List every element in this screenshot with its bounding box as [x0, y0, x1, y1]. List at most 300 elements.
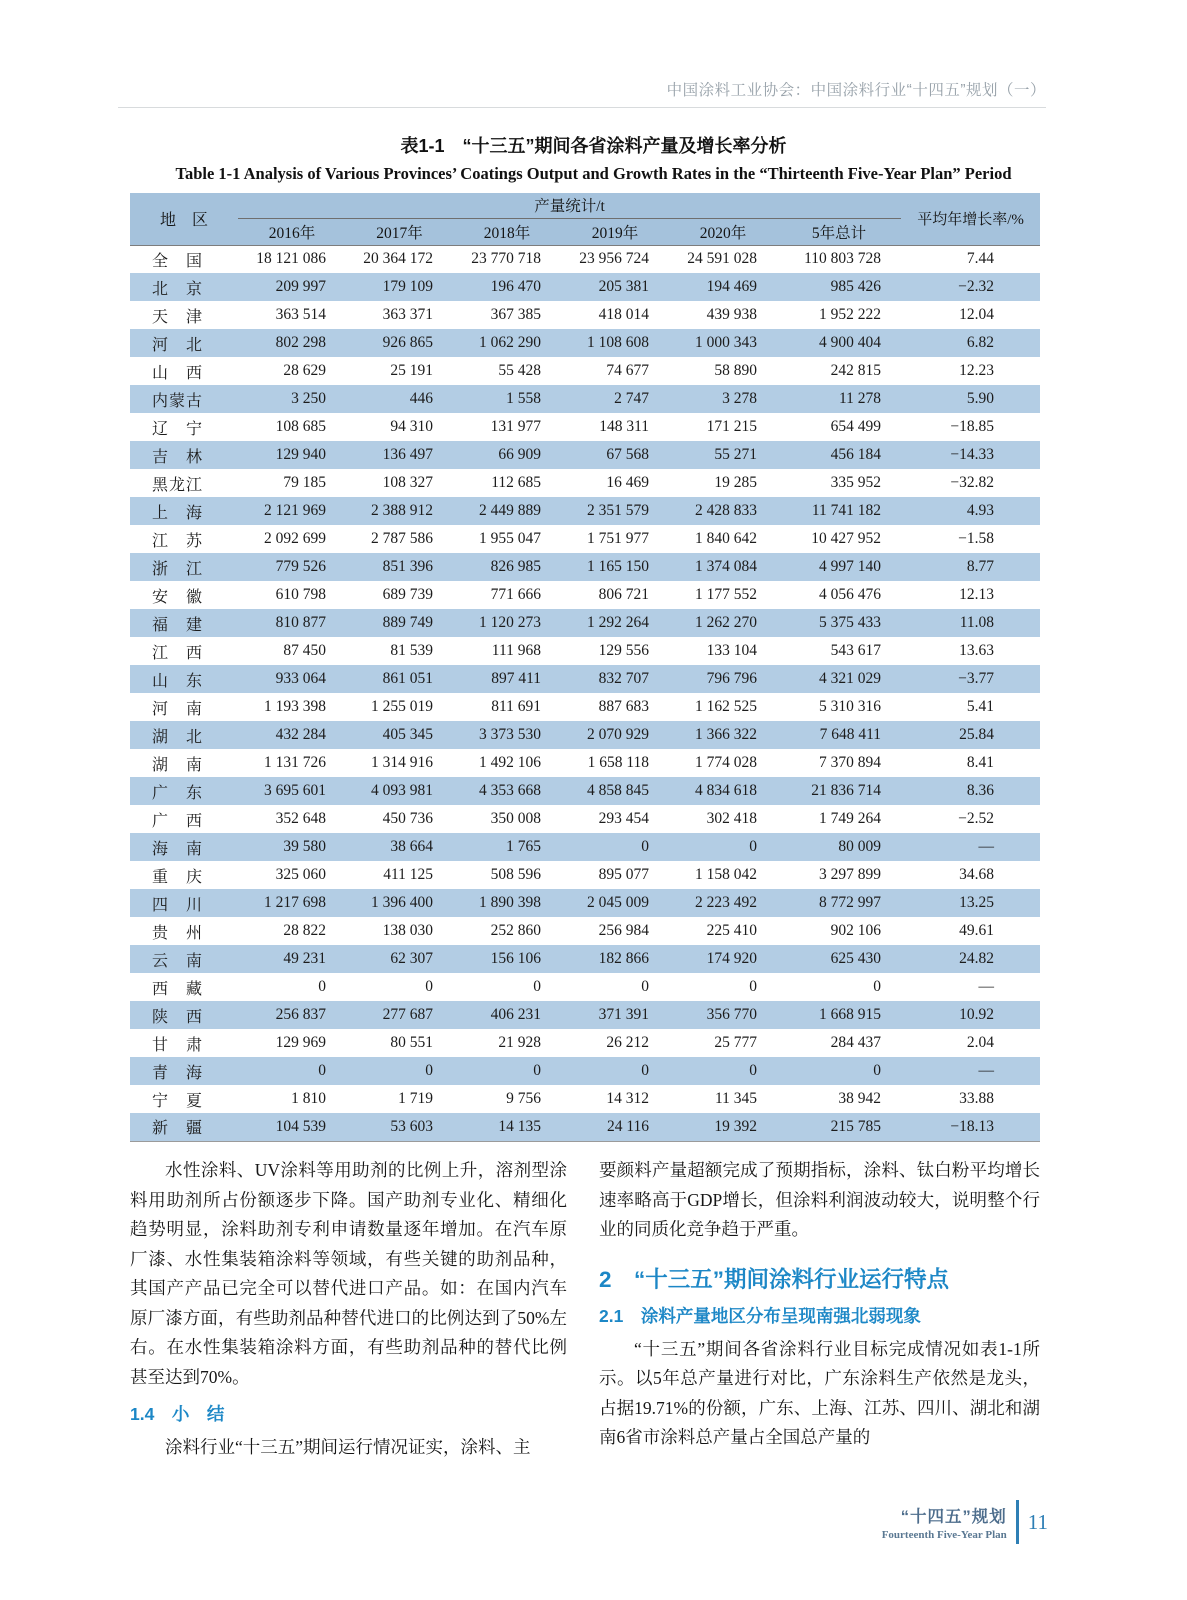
- region-cell: 广 东: [152, 784, 204, 802]
- region-cell: 上 海: [152, 504, 204, 522]
- growth-rate-cell: 12.23: [959, 362, 995, 379]
- page-footer: [882, 1500, 1048, 1544]
- region-cell: 浙 江: [152, 560, 204, 578]
- output-value-cell: 367 385: [490, 306, 541, 323]
- output-value-cell: 861 051: [382, 670, 433, 687]
- output-value-cell: 174 920: [706, 950, 757, 967]
- region-cell: 山 西: [152, 364, 204, 382]
- table-row: [130, 637, 1040, 665]
- output-value-cell: 62 307: [390, 950, 433, 967]
- output-value-cell: 110 803 728: [804, 250, 882, 268]
- output-value-cell: 7 648 411: [819, 726, 882, 743]
- output-value-cell: 897 411: [491, 670, 541, 687]
- output-value-cell: 129 940: [275, 446, 326, 463]
- output-value-cell: 196 470: [490, 278, 541, 295]
- output-value-cell: 277 687: [382, 1006, 433, 1023]
- region-cell: 湖 北: [152, 728, 204, 746]
- table-row: [130, 917, 1040, 945]
- growth-rate-cell: 5.90: [966, 390, 995, 407]
- output-value-cell: 79 185: [283, 474, 326, 491]
- growth-rate-cell: 4.93: [966, 502, 995, 519]
- region-cell: 青 海: [152, 1064, 204, 1082]
- growth-rate-cell: 6.82: [966, 334, 995, 351]
- region-cell: 江 苏: [152, 532, 204, 550]
- table-title-en: Table 1-1 Analysis of Various Provinces’ Coatings Output and Growth Rates in the “Thirteenth Five-Year Plan” Period: [175, 164, 1012, 183]
- table-row: [130, 945, 1040, 973]
- output-value-cell: 194 469: [706, 278, 757, 295]
- output-value-cell: 405 345: [382, 726, 433, 743]
- region-cell: 西 藏: [152, 980, 204, 998]
- table-row: [130, 1085, 1040, 1113]
- output-value-cell: 16 469: [606, 474, 649, 491]
- table-row: [130, 609, 1040, 637]
- output-value-cell: 252 860: [490, 922, 541, 939]
- output-value-cell: 1 062 290: [479, 334, 541, 351]
- output-value-cell: 889 749: [382, 614, 433, 631]
- output-value-cell: 133 104: [706, 642, 757, 659]
- growth-rate-cell: 2.04: [966, 1034, 995, 1051]
- output-value-cell: 215 785: [830, 1117, 882, 1135]
- growth-rate-cell: 13.25: [959, 894, 995, 911]
- table-row: [130, 273, 1040, 301]
- paragraph: “十三五”期间各省涂料行业目标完成情况如表1-1所示。以5年总产量进行对比，广东涂料生产依然是龙头，占据19.71%的份额，广东、上海、江苏、四川、湖北和湖南6省市涂料总产量占全国总产量的: [599, 1338, 1040, 1447]
- output-value-cell: 53 603: [390, 1117, 433, 1135]
- growth-rate-cell: —: [978, 1062, 995, 1079]
- output-value-cell: 2 449 889: [479, 502, 541, 519]
- output-value-cell: 293 454: [598, 810, 649, 827]
- output-value-cell: 895 077: [598, 866, 649, 883]
- output-value-cell: 2 388 912: [371, 502, 433, 519]
- output-value-cell: 1 177 552: [695, 586, 757, 603]
- output-value-cell: 887 683: [598, 698, 649, 715]
- output-value-cell: 363 371: [382, 306, 433, 323]
- output-value-cell: 1 774 028: [695, 754, 757, 771]
- table-row: [130, 1029, 1040, 1057]
- output-value-cell: 131 977: [490, 418, 541, 435]
- table-row: [130, 1001, 1040, 1029]
- output-value-cell: 3 278: [722, 390, 757, 407]
- output-value-cell: 0: [641, 1062, 649, 1079]
- output-value-cell: 1 255 019: [371, 698, 433, 715]
- output-value-cell: 2 121 969: [264, 502, 326, 519]
- region-cell: 四 川: [152, 896, 204, 914]
- table-body: [130, 245, 1040, 1141]
- output-value-cell: 1 374 084: [695, 558, 757, 575]
- output-value-cell: 456 184: [830, 446, 882, 463]
- output-value-cell: 0: [873, 978, 882, 995]
- table-row: [130, 525, 1040, 553]
- output-value-cell: 179 109: [382, 278, 433, 295]
- output-value-cell: 411 125: [383, 866, 433, 883]
- region-cell: 甘 肃: [152, 1036, 204, 1054]
- growth-rate-cell: 33.88: [959, 1090, 995, 1107]
- column-header-5yr-total: 5年总计: [777, 218, 901, 245]
- growth-rate-cell: −18.85: [950, 418, 995, 435]
- output-value-cell: 5 375 433: [819, 614, 882, 631]
- output-value-cell: 49 231: [283, 950, 326, 967]
- output-value-cell: 418 014: [598, 306, 649, 323]
- output-value-cell: 1 890 398: [479, 894, 541, 911]
- growth-rate-cell: −32.82: [950, 474, 995, 491]
- output-value-cell: 811 691: [491, 698, 541, 715]
- region-cell: 内蒙古: [152, 392, 204, 410]
- output-value-cell: 66 909: [498, 446, 541, 463]
- output-value-cell: 2 787 586: [371, 530, 433, 547]
- output-value-cell: 4 858 845: [587, 782, 649, 799]
- region-cell: 广 西: [152, 812, 204, 830]
- output-value-cell: 4 321 029: [819, 670, 882, 687]
- output-value-cell: 129 556: [598, 642, 649, 659]
- region-cell: 河 北: [152, 336, 204, 354]
- growth-rate-cell: −14.33: [950, 446, 995, 463]
- output-value-cell: 94 310: [390, 418, 433, 435]
- output-value-cell: 11 345: [714, 1090, 757, 1107]
- output-value-cell: 1 217 698: [264, 894, 326, 911]
- table-row: [130, 385, 1040, 413]
- output-value-cell: 806 721: [598, 586, 649, 603]
- table-row: [130, 581, 1040, 609]
- output-value-cell: 1 165 150: [587, 558, 649, 575]
- region-cell: 全 国: [152, 252, 204, 270]
- growth-rate-cell: 8.41: [966, 754, 995, 771]
- paragraph: 涂料行业“十三五”期间运行情况证实，涂料、主: [165, 1437, 531, 1457]
- text-column-right: [599, 1156, 1040, 1463]
- output-value-cell: 108 327: [382, 474, 433, 491]
- output-value-cell: 182 866: [598, 950, 649, 967]
- provinces-output-table: [130, 193, 1040, 1142]
- output-value-cell: 3 695 601: [264, 782, 326, 799]
- output-value-cell: 4 056 476: [819, 586, 882, 603]
- table-title-zh: 表1-1 “十三五”期间各省涂料产量及增长率分析: [400, 136, 787, 156]
- running-header-text: 中国涂料工业协会：中国涂料行业“十四五”规划（一）: [666, 82, 1046, 99]
- growth-rate-cell: −3.77: [958, 670, 995, 687]
- output-value-cell: 19 392: [714, 1117, 757, 1135]
- output-value-cell: 23 770 718: [471, 250, 541, 268]
- table-row: [130, 553, 1040, 581]
- output-value-cell: 38 664: [390, 838, 433, 855]
- table-row: [130, 245, 1040, 273]
- output-value-cell: 1 492 106: [479, 754, 541, 771]
- output-value-cell: 11 741 182: [811, 502, 882, 519]
- output-value-cell: 24 116: [606, 1117, 649, 1135]
- output-value-cell: 74 677: [606, 362, 649, 379]
- growth-rate-cell: —: [978, 978, 995, 995]
- output-value-cell: 18 121 086: [256, 250, 326, 268]
- output-value-cell: 0: [749, 838, 757, 855]
- table-row: [130, 833, 1040, 861]
- output-value-cell: 1 952 222: [819, 306, 882, 323]
- region-cell: 辽 宁: [152, 420, 204, 438]
- output-value-cell: 1 558: [506, 390, 541, 407]
- output-value-cell: 23 956 724: [579, 250, 649, 268]
- output-value-cell: 284 437: [830, 1034, 882, 1051]
- output-value-cell: 19 285: [714, 474, 757, 491]
- output-value-cell: 439 938: [706, 306, 757, 323]
- output-value-cell: 446: [409, 390, 433, 407]
- output-value-cell: 20 364 172: [363, 250, 433, 268]
- output-value-cell: 450 736: [382, 810, 433, 827]
- output-value-cell: 0: [318, 978, 326, 995]
- footer-divider-bar: [1016, 1500, 1019, 1544]
- output-value-cell: 832 707: [598, 670, 649, 687]
- region-cell: 宁 夏: [152, 1092, 204, 1110]
- column-header-2016: 2016年: [238, 218, 346, 245]
- table-row: [130, 301, 1040, 329]
- table-row: [130, 721, 1040, 749]
- output-value-cell: 1 108 608: [587, 334, 649, 351]
- output-value-cell: 0: [318, 1062, 326, 1079]
- table-row: [130, 413, 1040, 441]
- output-value-cell: 2 070 929: [587, 726, 649, 743]
- output-value-cell: 55 271: [714, 446, 757, 463]
- output-value-cell: 0: [749, 978, 757, 995]
- output-value-cell: 543 617: [830, 642, 882, 659]
- output-value-cell: 826 985: [490, 558, 541, 575]
- growth-rate-cell: −2.32: [958, 278, 995, 295]
- output-value-cell: 4 900 404: [819, 334, 882, 351]
- output-value-cell: 1 749 264: [819, 810, 882, 827]
- growth-rate-cell: 10.92: [959, 1006, 995, 1023]
- footer-label-zh: “十四五”规划: [900, 1508, 1007, 1526]
- table-row: [130, 861, 1040, 889]
- table-row: [130, 777, 1040, 805]
- output-value-cell: 24 591 028: [687, 250, 757, 268]
- output-value-cell: 4 093 981: [371, 782, 433, 799]
- region-cell: 云 南: [152, 952, 204, 970]
- footer-label-en: Fourteenth Five-Year Plan: [881, 1529, 1007, 1541]
- region-cell: 新 疆: [152, 1120, 204, 1138]
- footer-plan-label: [882, 1503, 1007, 1541]
- output-value-cell: 335 952: [830, 474, 882, 491]
- output-value-cell: 802 298: [275, 334, 326, 351]
- column-header-2019: 2019年: [561, 218, 669, 245]
- output-value-cell: 508 596: [490, 866, 541, 883]
- output-value-cell: 2 428 833: [695, 502, 757, 519]
- output-value-cell: 432 284: [275, 726, 326, 743]
- table-row: [130, 889, 1040, 917]
- output-value-cell: 2 045 009: [587, 894, 649, 911]
- output-value-cell: 610 798: [275, 586, 326, 603]
- output-value-cell: 2 092 699: [264, 530, 326, 547]
- output-value-cell: 352 648: [275, 810, 326, 827]
- table-row: [130, 329, 1040, 357]
- growth-rate-cell: 25.84: [959, 726, 995, 743]
- paragraph: 水性涂料、UV涂料等用助剂的比例上升，溶剂型涂料用助剂所占份额逐步下降。国产助剂专业化、精细化趋势明显，涂料助剂专利申请数量逐年增加。在汽车原厂漆、水性集装箱涂料等领域，有些关键的助剂品种，其国产产品已完全可以替代进口产品。如：在国内汽车原厂漆方面，有些助剂品种替代进口的比例达到了50%左右。在水性集装箱涂料方面，有些助剂品种的替代比例甚至达到70%。: [130, 1160, 567, 1387]
- output-value-cell: 11 278: [838, 390, 882, 407]
- column-header-2020: 2020年: [669, 218, 777, 245]
- output-value-cell: 0: [641, 978, 649, 995]
- output-value-cell: 933 064: [275, 670, 326, 687]
- table-row: [130, 441, 1040, 469]
- table-row: [130, 357, 1040, 385]
- output-value-cell: 21 928: [498, 1034, 541, 1051]
- output-value-cell: 1 131 726: [264, 754, 326, 771]
- header-divider: [118, 107, 1046, 108]
- output-value-cell: 0: [533, 978, 541, 995]
- output-value-cell: 21 836 714: [811, 782, 882, 799]
- region-cell: 江 西: [152, 644, 204, 662]
- output-value-cell: 356 770: [706, 1006, 757, 1023]
- running-header: [118, 78, 1046, 108]
- output-value-cell: 771 666: [490, 586, 541, 603]
- output-value-cell: 111 968: [491, 642, 541, 659]
- output-value-cell: 0: [641, 838, 649, 855]
- growth-rate-cell: 8.77: [966, 558, 995, 575]
- output-value-cell: 171 215: [706, 418, 757, 435]
- output-value-cell: 10 427 952: [811, 530, 882, 547]
- output-value-cell: 3 297 899: [819, 866, 882, 883]
- output-value-cell: 4 997 140: [819, 558, 882, 575]
- output-value-cell: 1 162 525: [695, 698, 757, 715]
- output-value-cell: 1 668 915: [819, 1006, 882, 1023]
- output-value-cell: 779 526: [275, 558, 326, 575]
- section-heading-2: 2 “十三五”期间涂料行业运行特点: [599, 1266, 950, 1292]
- output-value-cell: 112 685: [491, 474, 541, 491]
- table-row: [130, 1113, 1040, 1141]
- growth-rate-cell: 8.36: [966, 782, 995, 799]
- column-header-output-group: 产量统计/t: [238, 193, 901, 218]
- output-value-cell: 1 366 322: [695, 726, 757, 743]
- output-value-cell: 0: [533, 1062, 541, 1079]
- output-value-cell: 7 370 894: [819, 754, 882, 771]
- output-value-cell: 209 997: [275, 278, 326, 295]
- table-row: [130, 497, 1040, 525]
- growth-rate-cell: 7.44: [966, 250, 995, 268]
- output-value-cell: 80 009: [838, 838, 882, 855]
- page-number: 11: [1027, 1509, 1048, 1534]
- output-value-cell: 242 815: [830, 362, 882, 379]
- output-value-cell: 26 212: [606, 1034, 649, 1051]
- output-value-cell: 851 396: [382, 558, 433, 575]
- output-value-cell: 363 514: [275, 306, 326, 323]
- output-value-cell: 81 539: [390, 642, 433, 659]
- output-value-cell: 39 580: [283, 838, 326, 855]
- output-value-cell: 156 106: [490, 950, 541, 967]
- output-value-cell: 1 292 264: [587, 614, 649, 631]
- output-value-cell: 1 751 977: [587, 530, 649, 547]
- output-value-cell: 87 450: [283, 642, 326, 659]
- output-value-cell: 14 312: [606, 1090, 649, 1107]
- output-value-cell: 625 430: [830, 950, 882, 967]
- output-value-cell: 1 810: [291, 1090, 326, 1107]
- output-value-cell: 3 250: [291, 390, 326, 407]
- output-value-cell: 1 658 118: [587, 754, 649, 771]
- table-row: [130, 665, 1040, 693]
- output-value-cell: 902 106: [830, 922, 882, 939]
- column-header-growth: 平均年增长率/%: [901, 193, 1040, 245]
- growth-rate-cell: 49.61: [959, 922, 995, 939]
- growth-rate-cell: 12.13: [959, 586, 995, 603]
- output-value-cell: 796 796: [706, 670, 757, 687]
- output-value-cell: 350 008: [490, 810, 541, 827]
- output-value-cell: 2 223 492: [695, 894, 757, 911]
- output-value-cell: 371 391: [598, 1006, 649, 1023]
- growth-rate-cell: 12.04: [959, 306, 995, 323]
- paragraph: 要颜料产量超额完成了预期指标，涂料、钛白粉平均增长速率略高于GDP增长，但涂料利润波动较大，说明整个行业的同质化竞争趋于严重。: [599, 1160, 1040, 1239]
- output-value-cell: 25 191: [390, 362, 433, 379]
- region-cell: 天 津: [152, 308, 204, 326]
- output-value-cell: 325 060: [275, 866, 326, 883]
- output-value-cell: 0: [873, 1062, 882, 1079]
- growth-rate-cell: −18.13: [950, 1117, 995, 1135]
- table-titles: [0, 132, 1187, 184]
- output-value-cell: 28 629: [283, 362, 326, 379]
- output-value-cell: 2 351 579: [587, 502, 649, 519]
- output-value-cell: 1 000 343: [695, 334, 757, 351]
- region-cell: 北 京: [152, 280, 204, 298]
- output-value-cell: 1 193 398: [264, 698, 326, 715]
- output-value-cell: 5 310 316: [819, 698, 882, 715]
- output-value-cell: 55 428: [498, 362, 541, 379]
- region-cell: 吉 林: [152, 448, 204, 466]
- output-value-cell: 0: [425, 978, 433, 995]
- region-cell: 黑龙江: [152, 476, 204, 494]
- output-value-cell: 0: [425, 1062, 433, 1079]
- output-value-cell: 25 777: [714, 1034, 757, 1051]
- output-value-cell: 138 030: [382, 922, 433, 939]
- region-cell: 河 南: [152, 700, 204, 718]
- output-value-cell: 104 539: [275, 1117, 326, 1135]
- output-value-cell: 1 719: [398, 1090, 433, 1107]
- output-value-cell: 4 353 668: [479, 782, 541, 799]
- section-heading-1-4: 1.4 小 结: [130, 1404, 225, 1424]
- growth-rate-cell: −2.52: [958, 810, 995, 827]
- table-row: [130, 973, 1040, 1001]
- region-cell: 福 建: [152, 616, 204, 634]
- output-value-cell: 256 984: [598, 922, 649, 939]
- output-value-cell: 14 135: [498, 1117, 541, 1135]
- output-value-cell: 28 822: [283, 922, 326, 939]
- output-value-cell: 654 499: [830, 418, 882, 435]
- output-value-cell: 148 311: [599, 418, 649, 435]
- output-value-cell: 985 426: [830, 278, 882, 295]
- body-text-columns: [130, 1156, 1040, 1463]
- column-header-region: 地 区: [130, 193, 238, 245]
- region-cell: 安 徽: [152, 588, 204, 606]
- output-value-cell: 8 772 997: [819, 894, 882, 911]
- output-value-cell: 1 840 642: [695, 530, 757, 547]
- output-value-cell: 1 396 400: [371, 894, 433, 911]
- growth-rate-cell: 5.41: [966, 698, 995, 715]
- output-value-cell: 1 765: [506, 838, 541, 855]
- output-value-cell: 406 231: [490, 1006, 541, 1023]
- region-cell: 贵 州: [152, 924, 204, 942]
- output-value-cell: 1 158 042: [695, 866, 757, 883]
- table-row: [130, 469, 1040, 497]
- output-value-cell: 2 747: [614, 390, 649, 407]
- column-header-2018: 2018年: [453, 218, 561, 245]
- output-value-cell: 3 373 530: [479, 726, 541, 743]
- output-value-cell: 136 497: [382, 446, 433, 463]
- growth-rate-cell: −1.58: [958, 530, 995, 547]
- output-value-cell: 80 551: [390, 1034, 433, 1051]
- region-cell: 山 东: [152, 672, 204, 690]
- subsection-heading-2-1: 2.1 涂料产量地区分布呈现南强北弱现象: [599, 1305, 921, 1326]
- growth-rate-cell: 34.68: [959, 866, 995, 883]
- output-value-cell: 67 568: [606, 446, 649, 463]
- output-value-cell: 1 314 916: [371, 754, 433, 771]
- output-value-cell: 926 865: [382, 334, 433, 351]
- output-value-cell: 1 955 047: [479, 530, 541, 547]
- table-header: [130, 193, 1040, 245]
- output-value-cell: 0: [749, 1062, 757, 1079]
- table-row: [130, 1057, 1040, 1085]
- output-value-cell: 302 418: [706, 810, 757, 827]
- table-row: [130, 749, 1040, 777]
- table-row: [130, 805, 1040, 833]
- region-cell: 海 南: [152, 840, 204, 858]
- region-cell: 陕 西: [152, 1008, 204, 1026]
